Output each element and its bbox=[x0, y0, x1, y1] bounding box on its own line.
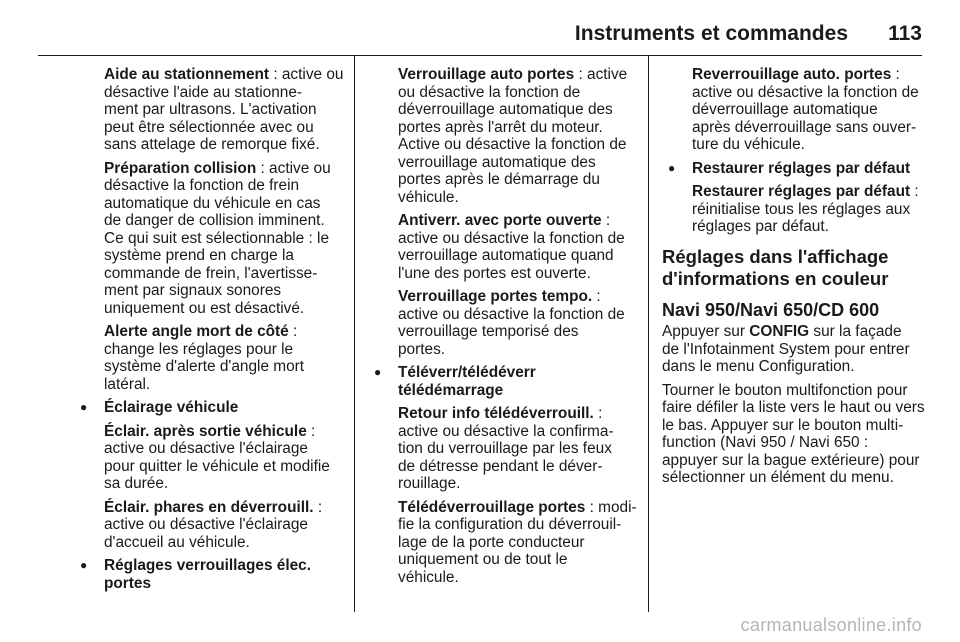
term-description: : active ou désactive la fonction de verrouillage automatique quand l'une des portes est ouverte. bbox=[398, 212, 625, 282]
subheading-models: Navi 950/Navi 650/CD 600 bbox=[662, 299, 880, 320]
paragraph-open-door-antilock bbox=[398, 212, 638, 282]
paragraph-parking-assist bbox=[104, 66, 344, 154]
text-segment: sur la façade de l'Infotainment System pour entrer dans le menu Configuration. bbox=[662, 323, 910, 375]
page-number: 113 bbox=[888, 22, 922, 45]
term-description: : active ou désactive la fonction de déverrouillage automatique des portes après l'arrêt du moteur. Active ou désactive la fonction de verrouillage automatique des portes après le démarrage du véhicule. bbox=[398, 66, 628, 206]
bullet-door-lock-settings: ● Réglages verrouillages élec. portes bbox=[104, 557, 344, 592]
term-label: Antiverr. avec porte ouverte bbox=[398, 212, 602, 229]
term-label: Éclair. après sortie véhicule bbox=[104, 422, 307, 440]
column-divider-2 bbox=[648, 56, 649, 612]
term-label: Verrouillage auto portes bbox=[398, 66, 575, 83]
paragraph-auto-relock bbox=[692, 66, 928, 154]
page-title: Instruments et commandes bbox=[574, 22, 848, 45]
column-divider-1 bbox=[354, 56, 355, 612]
paragraph-exit-lighting bbox=[104, 423, 344, 493]
paragraph-unlock-feedback bbox=[398, 405, 638, 493]
term-description: : active ou désactive la fonction de déverrouillage automatique après déverrouillage sans ouver- ture du véhicule. bbox=[692, 66, 919, 153]
term-label: Aide au stationnement bbox=[104, 66, 270, 83]
section-heading: Réglages dans l'affichage d'informations en couleur bbox=[662, 245, 889, 289]
bullet-vehicle-lighting: ● Éclairage véhicule bbox=[104, 399, 344, 417]
column-2 bbox=[398, 66, 638, 592]
term-label: Retour info télédéverrouill. bbox=[398, 405, 594, 422]
column-1 bbox=[104, 66, 344, 598]
page-header bbox=[0, 0, 960, 52]
config-key-label: CONFIG bbox=[749, 323, 810, 340]
paragraph-remote-unlock bbox=[398, 499, 638, 587]
paragraph-blind-spot bbox=[104, 323, 344, 393]
term-label: Préparation collision bbox=[104, 159, 257, 177]
term-label: Alerte angle mort de côté bbox=[104, 323, 289, 340]
paragraph-collision-prep bbox=[104, 160, 344, 318]
bullet-restore-defaults: ● Restaurer réglages par défaut bbox=[692, 160, 928, 178]
paragraph-auto-door-lock bbox=[398, 66, 638, 206]
column-3 bbox=[662, 66, 928, 493]
paragraph-config-button bbox=[662, 323, 928, 376]
term-description: : active ou désactive l'éclairage pour quitter le véhicule et modifie sa durée. bbox=[104, 422, 330, 492]
text-segment: Appuyer sur bbox=[662, 323, 750, 340]
term-label: Restaurer réglages par défaut bbox=[692, 183, 911, 200]
term-description: : active ou désactive la fonction de frein automatique du véhicule en cas de danger de collision imminent. Ce qui suit est sélectionnable : le système prend en charge la commande de frein, l'avertisse- ment par signaux sonores uniquement ou est désactivé. bbox=[104, 159, 331, 317]
term-description: : active ou désactive la confirma- tion du verrouillage par les feux de détresse pendant le déver- rouillage. bbox=[398, 405, 614, 492]
term-label: Télédéverrouillage portes bbox=[398, 498, 586, 516]
term-description: : change les réglages pour le système d'alerte d'angle mort latéral. bbox=[104, 323, 305, 393]
term-description: : active ou désactive la fonction de verrouillage temporisé des portes. bbox=[398, 288, 625, 358]
header-divider bbox=[38, 55, 922, 56]
term-description: : modi- fie la configuration du déverrouil- lage de la porte conducteur uniquement ou de tout le véhicule. bbox=[398, 498, 637, 586]
term-description: : active ou désactive l'aide au stationne- ment par ultrasons. L'activation peut être sélectionnée avec ou sans attelage de remorque fixé. bbox=[104, 66, 344, 153]
term-description: : active ou désactive l'éclairage d'accueil au véhicule. bbox=[104, 498, 323, 551]
watermark: carmanualsonline.info bbox=[740, 615, 922, 635]
term-label: Reverrouillage auto. portes bbox=[692, 66, 892, 83]
paragraph-restore-defaults bbox=[692, 183, 928, 236]
paragraph-welcome-lighting bbox=[104, 499, 344, 552]
bullet-remote-lock: ● Téléverr/télédéverr télédémarrage bbox=[398, 364, 638, 399]
term-description: : réinitialise tous les réglages aux réglages par défaut. bbox=[692, 183, 919, 235]
paragraph-multifunction-knob: Tourner le bouton multifonction pour faire défiler la liste vers le haut ou vers le bas. Appuyer sur le bouton multi- function (Navi 950 / Navi 650 : appuyer sur la bague extérieure) pour sélectionner un élément du menu. bbox=[662, 381, 925, 486]
term-label: Verrouillage portes tempo. bbox=[398, 288, 593, 305]
paragraph-delayed-lock bbox=[398, 288, 638, 358]
term-label: Éclair. phares en déverrouill. bbox=[104, 498, 314, 516]
